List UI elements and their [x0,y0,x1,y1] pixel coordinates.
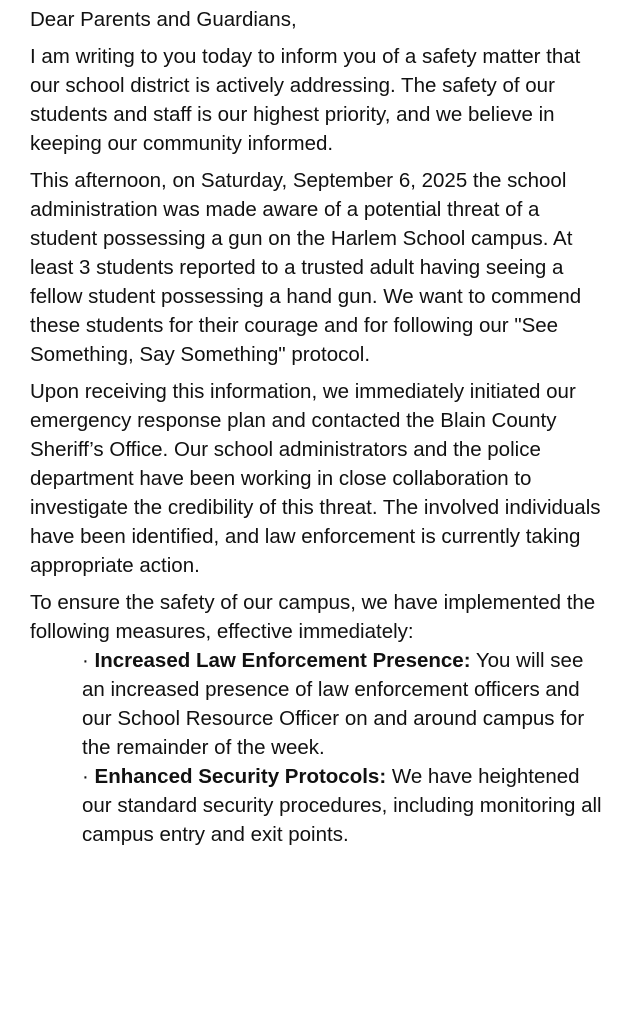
measure-item [82,646,602,762]
bullet-dot: · [82,765,89,788]
paragraph-incident: This afternoon, on Saturday, September 6, 2025 the school administration was made aware of a potential threat of a student possessing a gun on the Harlem School campus. At least 3 students reported to a trusted adult having seeing a fellow student possessing a hand gun. We want to commend these students for their courage and for following our "See Something, Say Something" protocol. [30,169,582,366]
measure-text: You will see an increased presence of law enforcement officers and our School Resource Officer on and around campus for the remainder of the week. [82,649,585,759]
measure-title: Enhanced Security Protocols: [94,765,387,788]
measure-item [82,762,602,849]
paragraph-measures-intro: To ensure the safety of our campus, we have implemented the following measures, effective immediately: [30,591,596,643]
letter-greeting: Dear Parents and Guardians, [30,8,297,31]
paragraph-intro: I am writing to you today to inform you of a safety matter that our school district is actively addressing. The safety of our students and staff is our highest priority, and we believe in keeping our community informed. [30,45,581,155]
bullet-dot: · [82,649,89,672]
measure-title: Increased Law Enforcement Presence: [94,649,471,672]
measure-text: We have heightened our standard security procedures, including monitoring all campus entry and exit points. [82,765,602,846]
paragraph-response: Upon receiving this information, we immediately initiated our emergency response plan and contacted the Blain County Sheriff’s Office. Our school administrators and the police department have been working in close collaboration to investigate the credibility of this threat. The involved individuals have been identified, and law enforcement is currently taking appropriate action. [30,380,601,577]
measures-list [30,646,602,849]
